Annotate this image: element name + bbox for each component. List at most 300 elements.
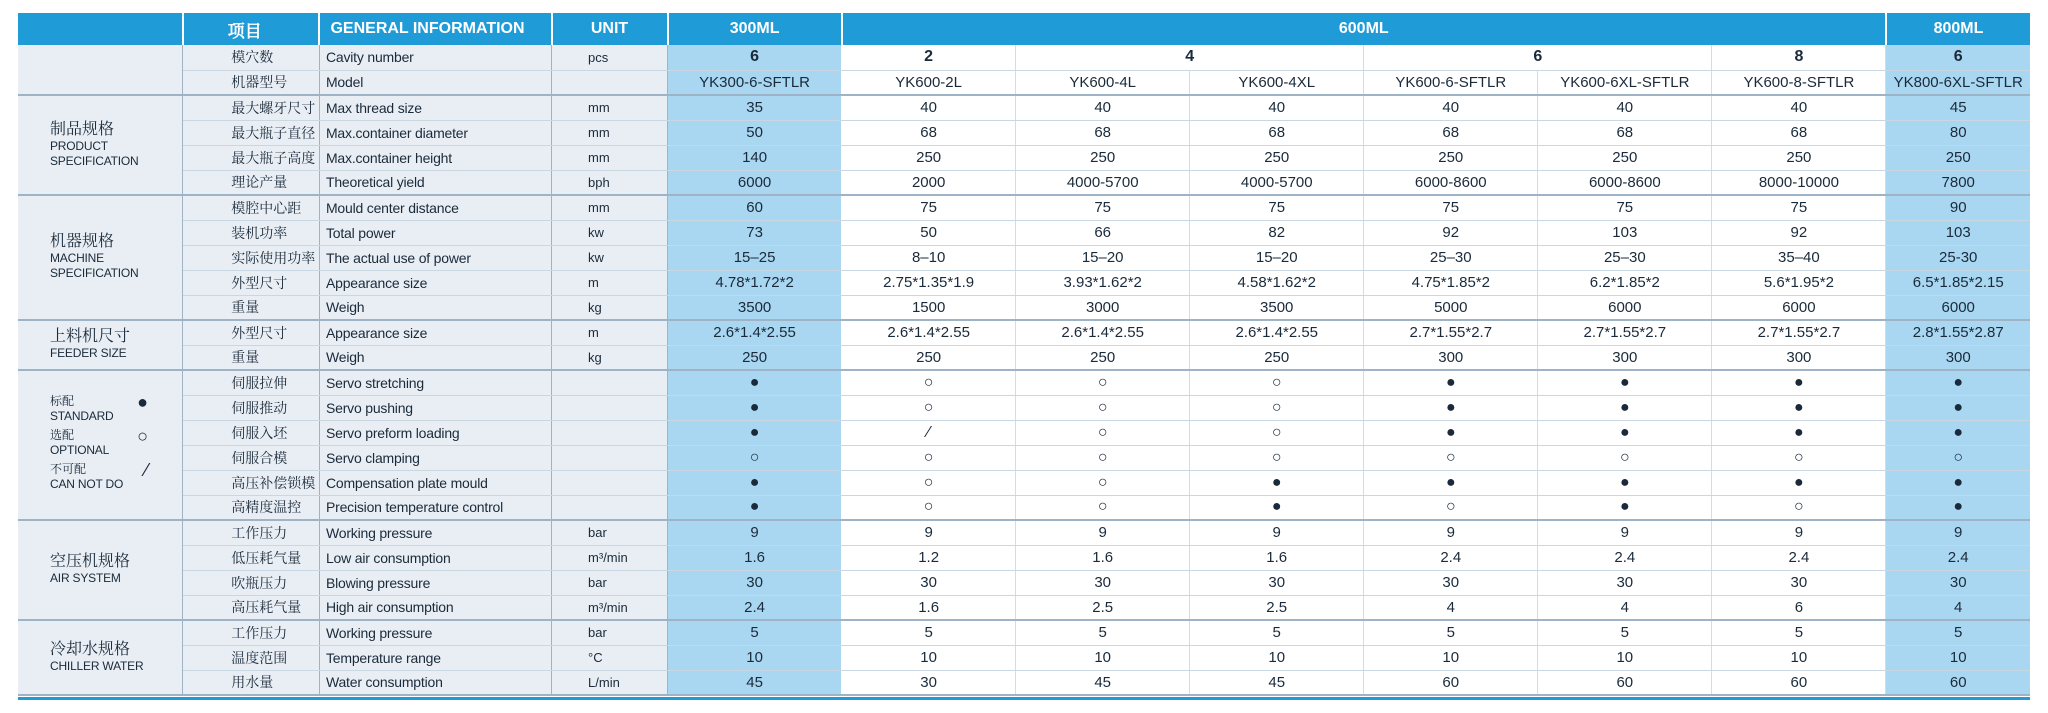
row-unit: kg [552,295,668,320]
value-cell: YK600-4XL [1190,70,1364,95]
group-product-cn: 制品规格 [50,120,115,138]
value-cell: 68 [1190,120,1364,145]
group-machine-cn: 机器规格 [50,233,115,250]
row-label-en: Max thread size [319,95,551,120]
value-cell: 30 [1538,570,1712,595]
table-row [18,395,2030,420]
value-cell: 2.4 [1538,545,1712,570]
table-row [18,670,2030,695]
group-label [18,95,183,195]
table-row [18,120,2030,145]
bottom-rule [18,697,2030,700]
row-unit: mm [552,120,668,145]
value-cell: 300 [1364,345,1538,370]
row-unit: kw [552,220,668,245]
value-cell: 30 [1364,570,1538,595]
config-symbol-cell: ○ [1538,445,1712,470]
row-label-cn: 工作压力 [183,620,320,645]
config-symbol-cell: ○ [1016,370,1190,395]
row-label-en: Appearance size [319,270,551,295]
value-cell: 2.6*1.4*2.55 [668,320,842,345]
value-cell: 9 [668,520,842,545]
value-cell: 68 [842,120,1016,145]
value-cell: 2.8*1.55*2.87 [1886,320,2030,345]
value-cell: 4 [1538,595,1712,620]
row-label-en: High air consumption [319,595,551,620]
value-cell: 30 [668,570,842,595]
row-label-en: Working pressure [319,620,551,645]
row-label-en: Low air consumption [319,545,551,570]
value-cell: 30 [1886,570,2030,595]
value-cell: 5 [842,620,1016,645]
row-unit [552,370,668,395]
value-cell: 250 [1364,145,1538,170]
legend-optional [50,425,182,458]
header-general-info: GENERAL INFORMATION [319,13,551,45]
cavity-600-b: 4 [1016,45,1364,70]
row-label-en: Max.container height [319,145,551,170]
config-symbol-cell: ● [1538,495,1712,520]
row-unit: bar [552,570,668,595]
row-unit: kg [552,345,668,370]
cavity-600-a: 2 [842,45,1016,70]
config-symbol-cell: ○ [1016,395,1190,420]
row-label-en: Servo pushing [319,395,551,420]
value-cell: 2.5 [1190,595,1364,620]
config-symbol-cell: ○ [1364,495,1538,520]
row-label-cn: 低压耗气量 [183,545,320,570]
value-cell: 5 [1886,620,2030,645]
value-cell: 25–30 [1538,245,1712,270]
value-cell: 10 [1712,645,1886,670]
value-cell: 75 [1364,195,1538,220]
header-600ml: 600ML [842,13,1886,45]
value-cell: YK600-4L [1016,70,1190,95]
config-symbol-cell: ○ [1190,370,1364,395]
value-cell: 92 [1364,220,1538,245]
config-symbol-cell: ● [668,395,842,420]
row-label-cn: 外型尺寸 [183,270,320,295]
value-cell: 10 [1364,645,1538,670]
value-cell: 300 [1712,345,1886,370]
row-label-cn: 伺服入坯 [183,420,320,445]
value-cell: 40 [1538,95,1712,120]
group-air-en1: AIR SYSTEM [50,571,121,585]
config-symbol-cell: ● [1712,470,1886,495]
value-cell: 1500 [842,295,1016,320]
row-unit [552,470,668,495]
value-cell: 2.75*1.35*1.9 [842,270,1016,295]
value-cell: 2.4 [668,595,842,620]
row-unit: mm [552,95,668,120]
config-symbol-cell: ● [668,370,842,395]
table-row [18,495,2030,520]
row-unit [552,420,668,445]
value-cell: 1.6 [668,545,842,570]
value-cell: 250 [1016,145,1190,170]
value-cell: 8000-10000 [1712,170,1886,195]
row-label-en: Model [319,70,551,95]
value-cell: 15–20 [1016,245,1190,270]
config-symbol-cell: ○ [1190,395,1364,420]
row-label-en: Working pressure [319,520,551,545]
config-symbol-cell: ○ [1886,445,2030,470]
value-cell: 3500 [668,295,842,320]
value-cell: 15–25 [668,245,842,270]
value-cell: 4.75*1.85*2 [1364,270,1538,295]
value-cell: 9 [1712,520,1886,545]
table-row [18,95,2030,120]
row-label-en: Weigh [319,345,551,370]
row-unit [552,70,668,95]
config-symbol-cell: ● [1364,395,1538,420]
row-label-cn: 最大螺牙尺寸 [183,95,320,120]
row-label-en: Servo stretching [319,370,551,395]
value-cell: 35–40 [1712,245,1886,270]
row-label-cn: 伺服合模 [183,445,320,470]
row-label-cn: 温度范围 [183,645,320,670]
value-cell: 75 [1016,195,1190,220]
value-cell: 50 [668,120,842,145]
value-cell: 9 [1886,520,2030,545]
row-label-cn: 伺服拉伸 [183,370,320,395]
value-cell: 40 [1016,95,1190,120]
value-cell: 75 [1538,195,1712,220]
value-cell: 6.2*1.85*2 [1538,270,1712,295]
row-label-cn: 高精度温控 [183,495,320,520]
value-cell: 6000-8600 [1364,170,1538,195]
header-800ml: 800ML [1886,13,2030,45]
value-cell: 60 [1886,670,2030,695]
value-cell: 75 [1190,195,1364,220]
value-cell: 9 [1364,520,1538,545]
value-cell: 45 [668,670,842,695]
config-symbol-cell: ● [1886,370,2030,395]
config-symbol-cell: ● [1886,395,2030,420]
value-cell: 90 [1886,195,2030,220]
table-row [18,445,2030,470]
value-cell: 2000 [842,170,1016,195]
value-cell: 5 [1190,620,1364,645]
value-cell: 6000-8600 [1538,170,1712,195]
table-row [18,645,2030,670]
row-unit: °C [552,645,668,670]
value-cell: 40 [1190,95,1364,120]
row-label-en: Theoretical yield [319,170,551,195]
value-cell: 10 [1190,645,1364,670]
spec-table [18,13,2030,696]
value-cell: 30 [842,670,1016,695]
value-cell: 4.78*1.72*2 [668,270,842,295]
row-unit: bph [552,170,668,195]
config-symbol-cell: ● [1538,420,1712,445]
row-unit: mm [552,145,668,170]
group-label [18,620,183,695]
value-cell: 6 [1712,595,1886,620]
row-label-en: Servo clamping [319,445,551,470]
value-cell: 250 [842,145,1016,170]
value-cell: 2.7*1.55*2.7 [1538,320,1712,345]
value-cell: 6000 [1538,295,1712,320]
value-cell: 10 [842,645,1016,670]
value-cell: YK800-6XL-SFTLR [1886,70,2030,95]
value-cell: 10 [1538,645,1712,670]
table-row [18,420,2030,445]
row-label-cn: 模腔中心距 [183,195,320,220]
value-cell: 1.2 [842,545,1016,570]
legend-standard-en: STANDARD [50,409,114,423]
table-row [18,220,2030,245]
value-cell: 60 [1538,670,1712,695]
value-cell: 2.6*1.4*2.55 [1190,320,1364,345]
config-symbol-cell: ○ [842,495,1016,520]
config-symbol-cell: ● [1886,470,2030,495]
row-unit: kw [552,245,668,270]
config-symbol-cell: ○ [1016,495,1190,520]
value-cell: 15–20 [1190,245,1364,270]
config-symbol-cell: ○ [842,370,1016,395]
value-cell: 9 [1190,520,1364,545]
value-cell: 40 [1364,95,1538,120]
value-cell: 5 [1538,620,1712,645]
table-row [18,145,2030,170]
value-cell: 4.58*1.62*2 [1190,270,1364,295]
row-unit: pcs [552,45,668,70]
row-unit: bar [552,620,668,645]
row-label-en: Water consumption [319,670,551,695]
row-label-cn: 最大瓶子高度 [183,145,320,170]
value-cell: 30 [1190,570,1364,595]
value-cell: 3500 [1190,295,1364,320]
value-cell: 45 [1016,670,1190,695]
cavity-800: 6 [1886,45,2030,70]
value-cell: 250 [842,345,1016,370]
value-cell: 5 [1712,620,1886,645]
cavity-600-d: 8 [1712,45,1886,70]
value-cell: 300 [1886,345,2030,370]
row-label-cn: 机器型号 [183,70,320,95]
row-label-en: Blowing pressure [319,570,551,595]
group-machine-en2: SPECIFICATION [50,266,139,280]
row-unit: mm [552,195,668,220]
row-label-en: Appearance size [319,320,551,345]
value-cell: 250 [1538,145,1712,170]
value-cell: 250 [1190,145,1364,170]
slash-icon: ⁄ [144,459,148,480]
value-cell: 40 [1712,95,1886,120]
value-cell: 4000-5700 [1190,170,1364,195]
group-label [18,320,183,370]
value-cell: 6000 [1886,295,2030,320]
value-cell: 25-30 [1886,245,2030,270]
table-row [18,70,2030,95]
legend-cannot-en: CAN NOT DO [50,477,124,491]
value-cell: 2.5 [1016,595,1190,620]
value-cell: YK600-8-SFTLR [1712,70,1886,95]
row-label-cn: 实际使用功率 [183,245,320,270]
config-symbol-cell: ● [668,420,842,445]
value-cell: 6.5*1.85*2.15 [1886,270,2030,295]
hollow-circle-icon: ○ [137,425,148,446]
config-symbol-cell: ● [1886,495,2030,520]
header-item-cn: 项目 [183,13,320,45]
row-label-cn: 高压补偿锁模 [183,470,320,495]
table-row [18,520,2030,545]
value-cell: 250 [668,345,842,370]
value-cell: 45 [1886,95,2030,120]
value-cell: 4 [1886,595,2030,620]
config-symbol-cell: ● [1364,470,1538,495]
value-cell: 2.4 [1712,545,1886,570]
value-cell: 2.6*1.4*2.55 [1016,320,1190,345]
group-label [18,370,183,520]
config-symbol-cell: ⁄ [842,420,1016,445]
value-cell: 68 [1712,120,1886,145]
value-cell: 80 [1886,120,2030,145]
value-cell: 250 [1016,345,1190,370]
value-cell: 45 [1190,670,1364,695]
legend-optional-cn: 选配 [50,428,75,442]
value-cell: 35 [668,95,842,120]
value-cell: 1.6 [1016,545,1190,570]
value-cell: 60 [1364,670,1538,695]
value-cell: 68 [1364,120,1538,145]
row-label-cn: 重量 [183,295,320,320]
value-cell: 5000 [1364,295,1538,320]
config-symbol-cell: ○ [1364,445,1538,470]
config-symbol-cell: ● [668,470,842,495]
value-cell: 73 [668,220,842,245]
value-cell: 5 [1016,620,1190,645]
value-cell: 9 [1016,520,1190,545]
row-label-cn: 外型尺寸 [183,320,320,345]
legend-cannot [50,459,182,492]
config-symbol-cell: ○ [1712,445,1886,470]
value-cell: 92 [1712,220,1886,245]
value-cell: 10 [668,645,842,670]
value-cell: 2.7*1.55*2.7 [1364,320,1538,345]
value-cell: 3000 [1016,295,1190,320]
value-cell: 7800 [1886,170,2030,195]
value-cell: 5.6*1.95*2 [1712,270,1886,295]
config-symbol-cell: ● [1712,395,1886,420]
config-symbol-cell: ○ [842,445,1016,470]
group-machine-en1: MACHINE [50,251,104,265]
group-chiller-en1: CHILLER WATER [50,658,144,673]
value-cell: 5 [668,620,842,645]
config-symbol-cell: ● [1538,470,1712,495]
row-label-en: Servo preform loading [319,420,551,445]
header-corner [18,13,183,45]
row-label-cn: 最大瓶子直径 [183,120,320,145]
config-symbol-cell: ○ [842,395,1016,420]
value-cell: 25–30 [1364,245,1538,270]
value-cell: 5 [1364,620,1538,645]
row-label-cn: 高压耗气量 [183,595,320,620]
table-row [18,320,2030,345]
row-label-cn: 用水量 [183,670,320,695]
value-cell: 9 [1538,520,1712,545]
value-cell: YK600-6XL-SFTLR [1538,70,1712,95]
table-row [18,620,2030,645]
config-symbol-cell: ● [1538,395,1712,420]
value-cell: 60 [668,195,842,220]
table-row [18,345,2030,370]
row-label-cn: 工作压力 [183,520,320,545]
row-label-cn: 伺服推动 [183,395,320,420]
value-cell: 2.7*1.55*2.7 [1712,320,1886,345]
value-cell: 30 [1712,570,1886,595]
row-unit [552,395,668,420]
row-label-en: Max.container diameter [319,120,551,145]
row-label-cn: 装机功率 [183,220,320,245]
row-label-en: The actual use of power [319,245,551,270]
row-unit: m³/min [552,545,668,570]
config-symbol-cell: ● [1886,420,2030,445]
row-label-cn: 重量 [183,345,320,370]
row-unit: L/min [552,670,668,695]
value-cell: 3.93*1.62*2 [1016,270,1190,295]
row-unit: m [552,320,668,345]
config-symbol-cell: ○ [1190,445,1364,470]
table-row [18,470,2030,495]
value-cell: 10 [1886,645,2030,670]
value-cell: 300 [1538,345,1712,370]
value-cell: 50 [842,220,1016,245]
group-label [18,520,183,620]
config-symbol-cell: ● [1190,495,1364,520]
config-symbol-cell: ○ [1016,470,1190,495]
table-row [18,370,2030,395]
group-blank [18,45,183,95]
group-label [18,195,183,320]
cavity-600-c: 6 [1364,45,1712,70]
row-label-cn: 吹瓶压力 [183,570,320,595]
value-cell: 6000 [1712,295,1886,320]
config-symbol-cell: ○ [1190,420,1364,445]
legend-cannot-cn: 不可配 [50,462,87,476]
value-cell: 68 [1016,120,1190,145]
value-cell: 10 [1016,645,1190,670]
table-row [18,170,2030,195]
value-cell: 4 [1364,595,1538,620]
table-row-cavity [18,45,2030,70]
value-cell: 140 [668,145,842,170]
value-cell: 8–10 [842,245,1016,270]
row-unit [552,445,668,470]
value-cell: 250 [1886,145,2030,170]
config-symbol-cell: ● [1364,420,1538,445]
row-label-en: Total power [319,220,551,245]
group-feeder-en1: FEEDER SIZE [50,346,127,360]
value-cell: 68 [1538,120,1712,145]
table-row [18,295,2030,320]
row-label-en: Weigh [319,295,551,320]
value-cell: YK600-2L [842,70,1016,95]
row-label-en: Compensation plate mould [319,470,551,495]
group-air-cn: 空压机规格 [50,553,131,570]
value-cell: 1.6 [842,595,1016,620]
value-cell: 40 [842,95,1016,120]
row-unit [552,495,668,520]
config-symbol-cell: ○ [1016,445,1190,470]
row-unit: bar [552,520,668,545]
value-cell: 66 [1016,220,1190,245]
value-cell: 30 [1016,570,1190,595]
header-unit: UNIT [552,13,668,45]
group-chiller-cn: 冷却水规格 [50,640,131,658]
row-label-en: Temperature range [319,645,551,670]
